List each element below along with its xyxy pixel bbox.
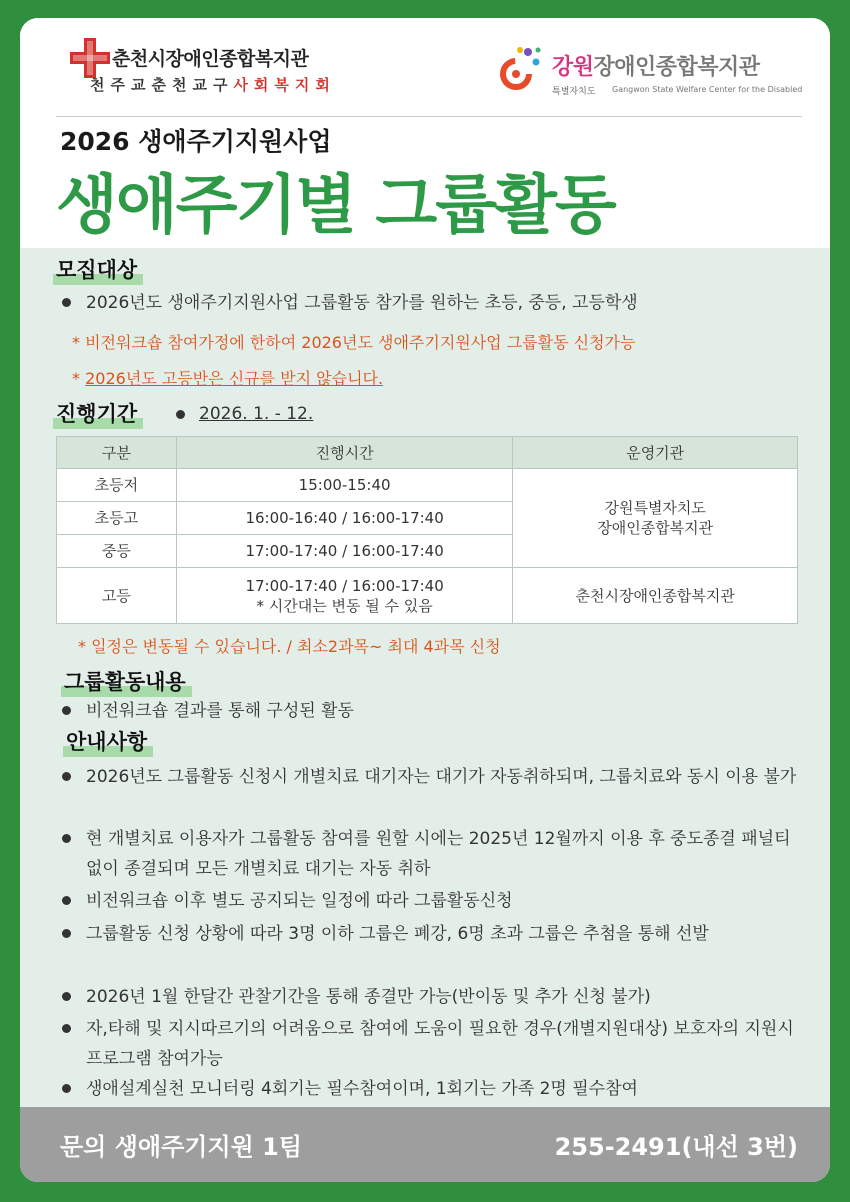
period-value: 2026. 1. - 12. xyxy=(176,404,313,424)
table-row xyxy=(57,568,798,624)
gangwon-spark-icon xyxy=(496,44,542,94)
diocese-welfare-name: 천주교춘천교구사회복지회 xyxy=(90,76,336,94)
recruit-bullet: 2026년도 생애주기지원사업 그룹활동 참가를 원하는 초등, 중등, 고등학생 xyxy=(62,288,802,318)
bullet-dot xyxy=(62,298,71,307)
cell-group: 초등고 xyxy=(57,502,177,535)
bullet-dot xyxy=(62,896,71,905)
schedule-note: * 일정은 변동될 수 있습니다. / 최소2과목~ 최대 4과목 신청 xyxy=(78,637,501,656)
bullet-dot xyxy=(62,992,71,1001)
guide-item: 현 개별치료 이용자가 그룹활동 참여를 원할 시에는 2025년 12월까지 이용 후 중도종결 패널티 없이 종결되며 모든 개별치료 대기는 자동 취하 xyxy=(62,824,802,884)
cell-org-chuncheon: 춘천시장애인종합복지관 xyxy=(513,568,798,624)
gangwon-sub-label: 특별자치도 xyxy=(552,87,596,97)
cell-group: 초등저 xyxy=(57,469,177,502)
gangwon-center-name: 강원장애인종합복지관 xyxy=(552,55,760,80)
poster-title: 생애주기별 그룹활동 xyxy=(56,169,615,243)
contact-footer xyxy=(20,1107,830,1182)
header-org: 운영기관 xyxy=(513,437,798,469)
poster-card xyxy=(20,18,830,1182)
cell-group: 중등 xyxy=(57,535,177,568)
contact-phone[interactable]: 255-2491(내선 3번) xyxy=(554,1133,798,1161)
content-heading: 그룹활동내용 xyxy=(64,666,186,696)
table-row xyxy=(57,469,798,502)
cell-org-gangwon: 강원특별자치도 장애인종합복지관 xyxy=(513,469,798,568)
guide-item: 자,타해 및 지시따르기의 어려움으로 참여에 도움이 필요한 경우(개별지원대상) 보호자의 지원시 프로그램 참여가능 xyxy=(62,1014,802,1074)
guide-item: 2026년도 그룹활동 신청시 개별치료 대기자는 대기가 자동취하되며, 그룹치료와 동시 이용 불가 xyxy=(62,762,802,792)
guide-item: 생애설계실천 모니터링 4회기는 필수참여이며, 1회기는 가족 2명 필수참여 xyxy=(62,1074,802,1104)
recruit-heading: 모집대상 xyxy=(56,254,137,284)
header-group: 구분 xyxy=(57,437,177,469)
header-time: 진행시간 xyxy=(176,437,513,469)
gangwon-english-name: Gangwon State Welfare Center for the Disabled xyxy=(612,85,803,94)
time-note: * 시간대는 변동 될 수 있음 xyxy=(256,596,433,615)
cell-time: 16:00-16:40 / 16:00-17:40 xyxy=(176,502,513,535)
chuncheon-center-name: 춘천시장애인종합복지관 xyxy=(112,48,309,70)
cell-time: 17:00-17:40 / 16:00-17:40 * 시간대는 변동 될 수 있음 xyxy=(176,568,513,624)
period-heading: 진행기간 xyxy=(56,398,137,428)
guide-item: 2026년 1월 한달간 관찰기간을 통해 종결만 가능(반이동 및 추가 신청 불가) xyxy=(62,982,802,1012)
guide-heading: 안내사항 xyxy=(66,726,147,756)
cell-group: 고등 xyxy=(57,568,177,624)
poster-subtitle: 2026 생애주기지원사업 xyxy=(60,127,332,156)
recruit-note-2: * 2026년도 고등반은 신규를 받지 않습니다. xyxy=(72,369,384,388)
schedule-table xyxy=(56,436,798,624)
bullet-dot xyxy=(176,410,185,419)
guide-item: 비전워크숍 이후 별도 공지되는 일정에 따라 그룹활동신청 xyxy=(62,886,802,916)
bullet-dot xyxy=(62,1024,71,1033)
cell-time: 17:00-17:40 / 16:00-17:40 xyxy=(176,535,513,568)
cell-time: 15:00-15:40 xyxy=(176,469,513,502)
bullet-dot xyxy=(62,929,71,938)
bullet-dot xyxy=(62,706,71,715)
contact-label: 문의 생애주기지원 1팀 xyxy=(60,1133,303,1161)
guide-item: 그룹활동 신청 상황에 따라 3명 이하 그룹은 폐강, 6명 초과 그룹은 추첨을 통해 선발 xyxy=(62,919,802,949)
catholic-cross-icon xyxy=(70,38,110,78)
table-header-row xyxy=(57,437,798,469)
bullet-dot xyxy=(62,834,71,843)
recruit-note-1: * 비전워크숍 참여가정에 한하여 2026년도 생애주기지원사업 그룹활동 신청가능 xyxy=(72,333,636,352)
header-divider xyxy=(56,116,802,117)
bullet-dot xyxy=(62,1084,71,1093)
bullet-dot xyxy=(62,772,71,781)
content-bullet: 비전워크숍 결과를 통해 구성된 활동 xyxy=(62,696,802,726)
